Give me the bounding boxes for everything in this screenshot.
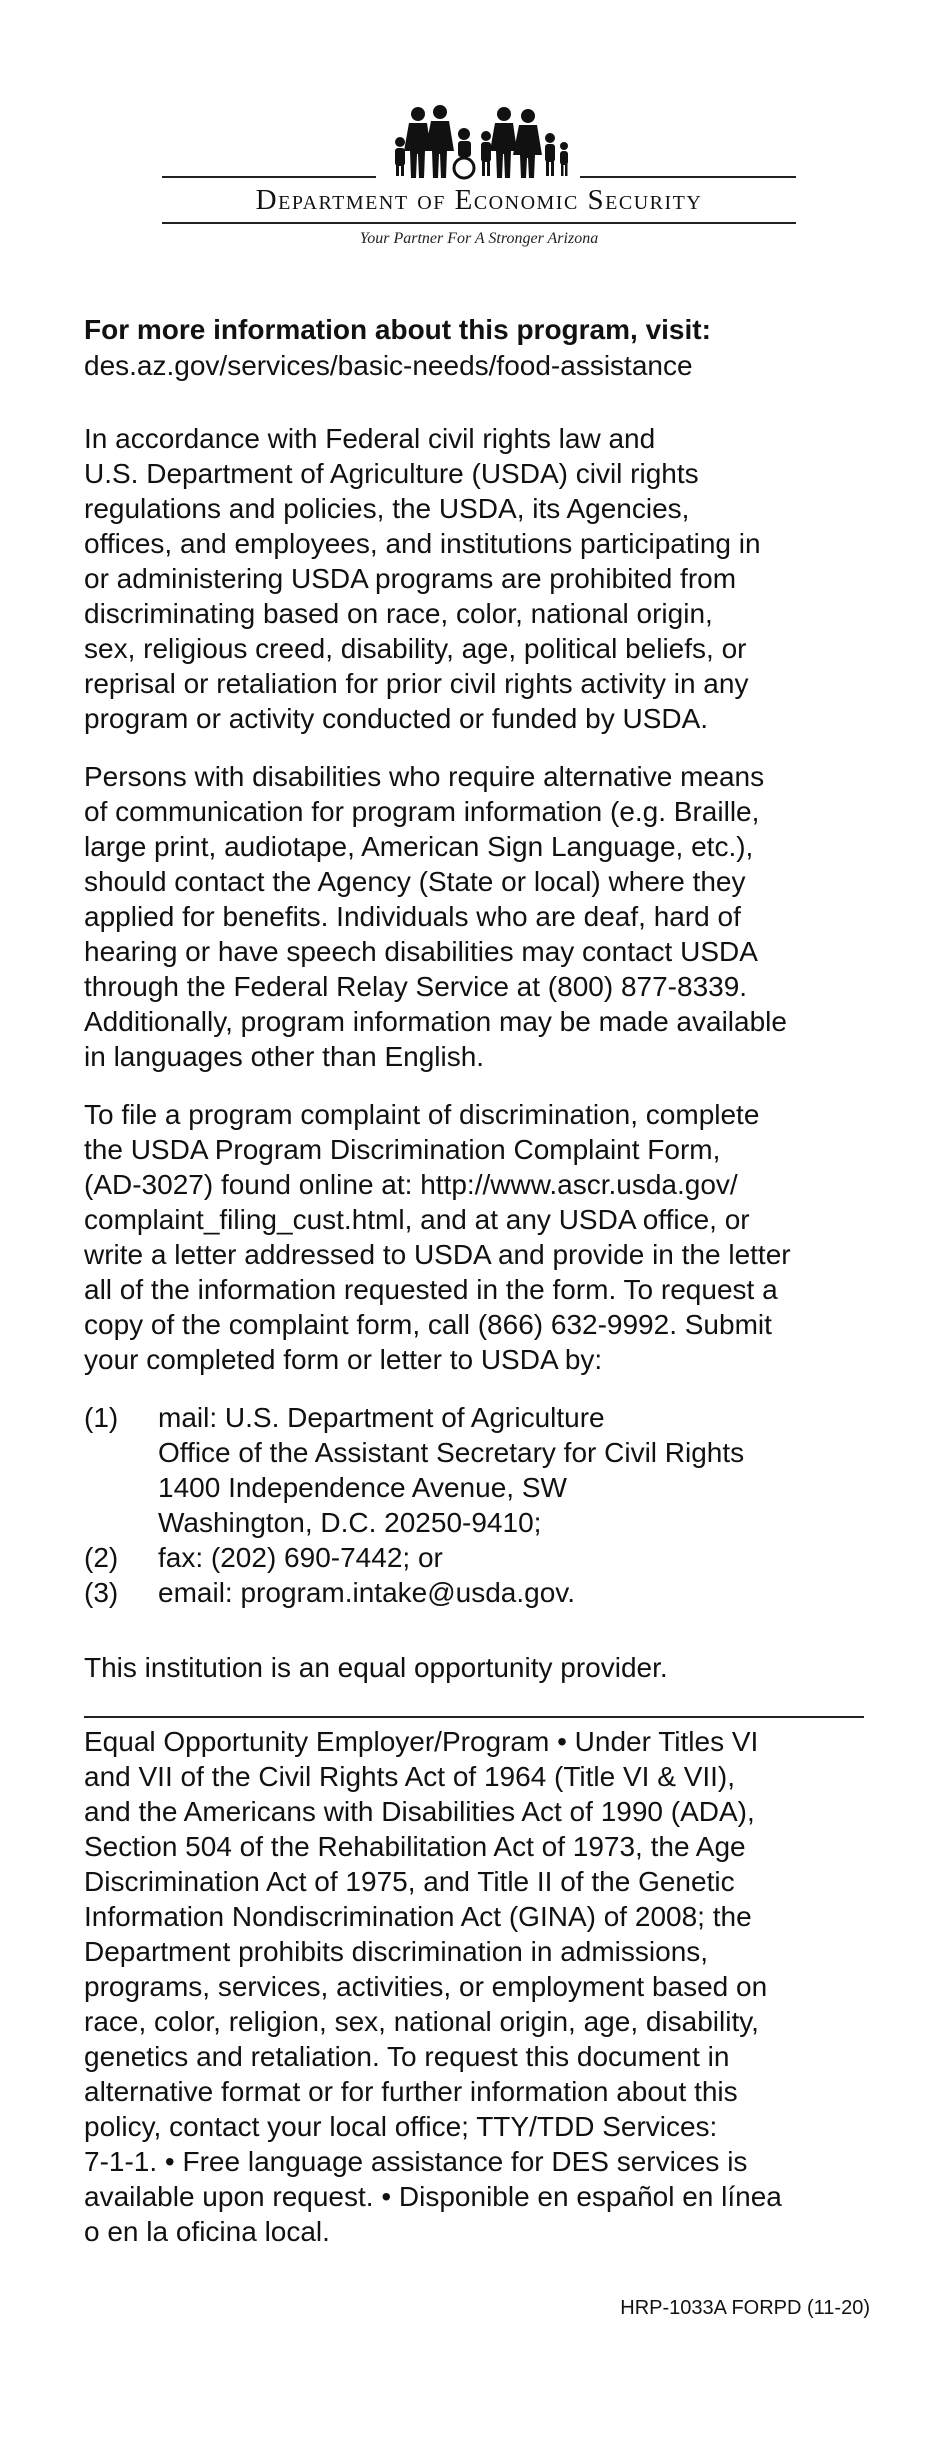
text-line: applied for benefits. Individuals who are deaf, hard of <box>84 901 741 932</box>
text-line: Equal Opportunity Employer/Program • Under Titles VI <box>84 1726 759 1757</box>
text-line: o en la oficina local. <box>84 2216 330 2247</box>
text-line: program or activity conducted or funded by USDA. <box>84 703 709 734</box>
text-line: of communication for program information (e.g. Braille, <box>84 796 760 827</box>
text-line: large print, audiotape, American Sign Language, etc.), <box>84 831 754 862</box>
text-line: your completed form or letter to USDA by: <box>84 1344 603 1375</box>
text-line: programs, services, activities, or employment based on <box>84 1971 768 2002</box>
list-item-email <box>84 1575 874 1610</box>
text-line: race, color, religion, sex, national origin, age, disability, <box>84 2006 759 2037</box>
text-line: Information Nondiscrimination Act (GINA) of 2008; the <box>84 1901 752 1932</box>
family-silhouette-icon <box>162 100 796 180</box>
list-number: (3) <box>84 1577 119 1608</box>
department-tagline: Your Partner For A Stronger Arizona <box>359 230 599 247</box>
text-line: available upon request. • Disponible en español en línea <box>84 2181 782 2212</box>
text-line: Discrimination Act of 1975, and Title II of the Genetic <box>84 1866 735 1897</box>
list-number: (1) <box>84 1402 119 1433</box>
text-line: complaint_filing_cust.html, and at any USDA office, or <box>84 1204 750 1235</box>
text-line: Washington, D.C. 20250-9410; <box>158 1507 542 1538</box>
text-line: mail: U.S. Department of Agriculture <box>158 1402 605 1433</box>
logo-rule-bottom <box>162 222 796 224</box>
text-line: and the Americans with Disabilities Act of 1990 (ADA), <box>84 1796 755 1827</box>
submission-methods-list <box>84 1400 874 1610</box>
text-line: regulations and policies, the USDA, its Agencies, <box>84 493 690 524</box>
text-line: in languages other than English. <box>84 1041 485 1072</box>
text-line: alternative format or for further information about this <box>84 2076 738 2107</box>
list-item-body: email: program.intake@usda.gov. <box>158 1577 575 1608</box>
text-line: In accordance with Federal civil rights law and <box>84 423 656 454</box>
text-line: copy of the complaint form, call (866) 632-9992. Submit <box>84 1309 772 1340</box>
logo-rule-left <box>162 176 376 178</box>
text-line: 7-1-1. • Free language assistance for DES services is <box>84 2146 748 2177</box>
logo-rule-right <box>580 176 796 178</box>
info-heading: For more information about this program, visit: <box>84 314 711 345</box>
text-line: discriminating based on race, color, national origin, <box>84 598 713 629</box>
text-line: To file a program complaint of discrimination, complete <box>84 1099 760 1130</box>
list-item-mail <box>84 1400 874 1540</box>
text-line: Additionally, program information may be made available <box>84 1006 787 1037</box>
list-item-body: fax: (202) 690-7442; or <box>158 1542 443 1573</box>
list-item-fax <box>84 1540 874 1575</box>
text-line: genetics and retaliation. To request this document in <box>84 2041 730 2072</box>
text-line: policy, contact your local office; TTY/TDD Services: <box>84 2111 718 2142</box>
text-line: Section 504 of the Rehabilitation Act of 1973, the Age <box>84 1831 746 1862</box>
text-line: U.S. Department of Agriculture (USDA) civil rights <box>84 458 699 489</box>
text-line: write a letter addressed to USDA and provide in the letter <box>84 1239 791 1270</box>
text-line: and VII of the Civil Rights Act of 1964 (Title VI & VII), <box>84 1761 736 1792</box>
text-line: should contact the Agency (State or local) where they <box>84 866 746 897</box>
complaint-paragraph <box>84 1097 874 1377</box>
list-number: (2) <box>84 1542 119 1573</box>
list-item-body <box>158 1400 874 1540</box>
text-line: all of the information requested in the form. To request a <box>84 1274 778 1305</box>
disabilities-paragraph <box>84 759 874 1074</box>
section-divider <box>84 1716 864 1718</box>
text-line: (AD-3027) found online at: http://www.ascr.usda.gov/ <box>84 1169 738 1200</box>
text-line: the USDA Program Discrimination Complaint Form, <box>84 1134 721 1165</box>
text-line: offices, and employees, and institutions participating in <box>84 528 761 559</box>
des-logo <box>162 100 796 250</box>
text-line: hearing or have speech disabilities may contact USDA <box>84 936 758 967</box>
text-line: Department prohibits discrimination in admissions, <box>84 1936 709 1967</box>
info-url[interactable]: des.az.gov/services/basic-needs/food-assistance <box>84 350 693 381</box>
equal-opportunity-statement: This institution is an equal opportunity provider. <box>84 1652 668 1683</box>
department-name: Department of Economic Security <box>255 184 703 216</box>
text-line: sex, religious creed, disability, age, political beliefs, or <box>84 633 747 664</box>
text-line: 1400 Independence Avenue, SW <box>158 1472 567 1503</box>
text-line: reprisal or retaliation for prior civil rights activity in any <box>84 668 749 699</box>
text-line: or administering USDA programs are prohibited from <box>84 563 737 594</box>
civil-rights-paragraph <box>84 421 874 736</box>
text-line: Persons with disabilities who require alternative means <box>84 761 765 792</box>
equal-employer-paragraph <box>84 1724 874 2249</box>
text-line: through the Federal Relay Service at (800) 877-8339. <box>84 971 748 1002</box>
form-code: HRP-1033A FORPD (11-20) <box>620 2297 870 2319</box>
text-line: Office of the Assistant Secretary for Civil Rights <box>158 1437 745 1468</box>
